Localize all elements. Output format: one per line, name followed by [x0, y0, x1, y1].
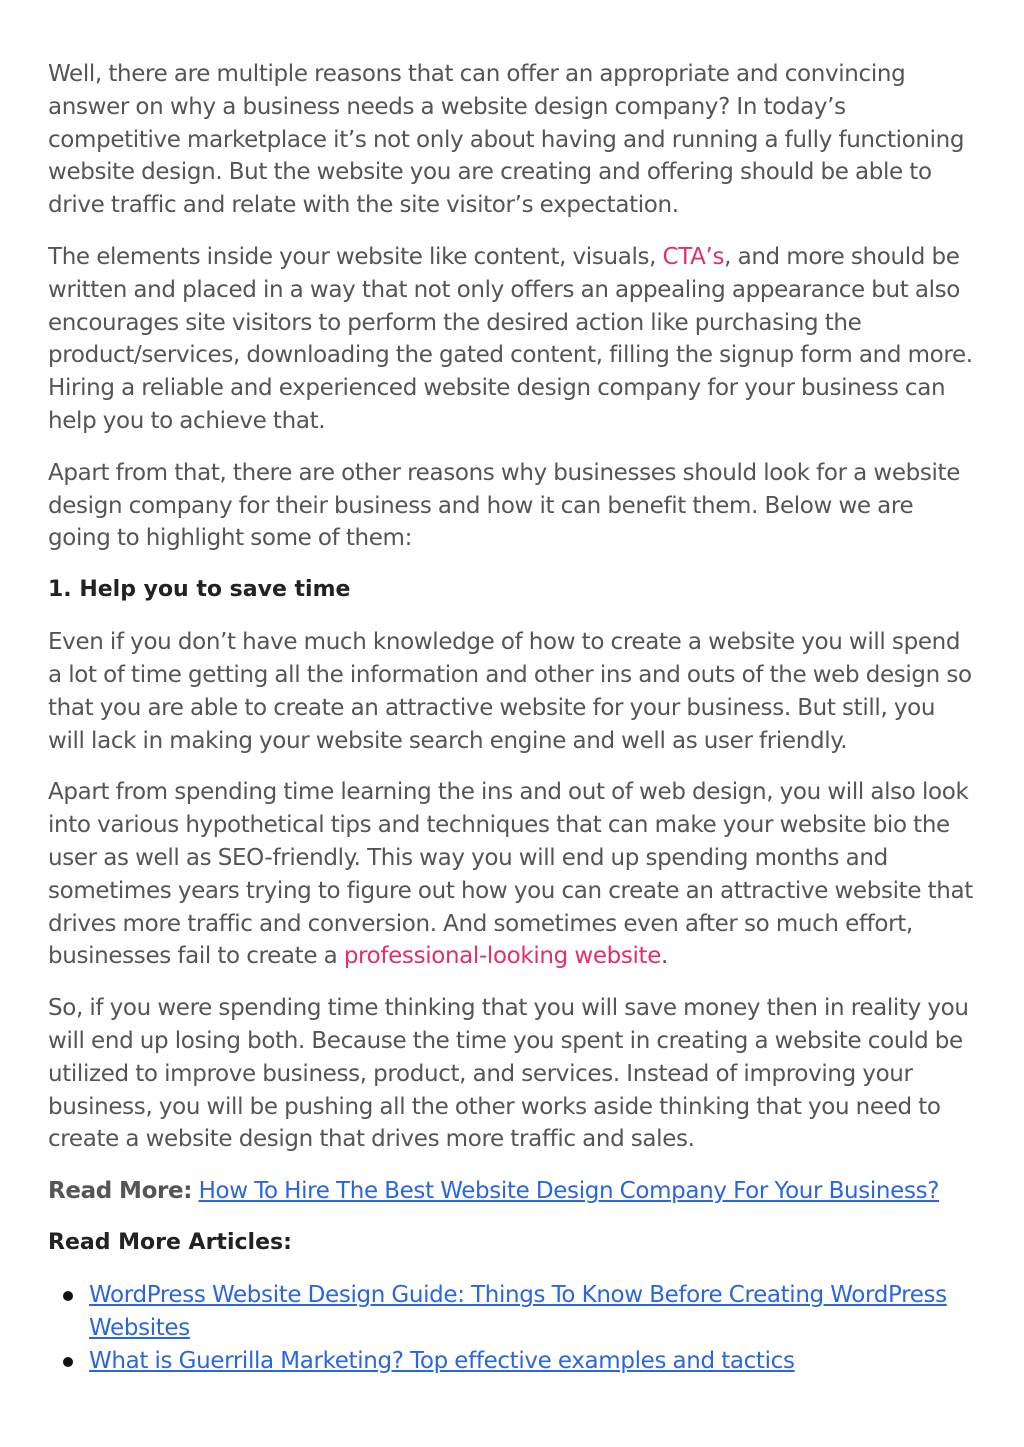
elements-text-end: , and more should be written and placed in a way that not only offers an appealing appearance but also encourages site visitors to perform the desired action like purchasing the product/services, downloading the gated content, filling the signup form and more. Hiring a reliable and experienced website design company for your business can help you to achieve that.	[48, 243, 973, 434]
elements-paragraph	[48, 241, 976, 438]
bullet-icon	[63, 1291, 73, 1301]
save-time-text-start: Apart from spending time learning the ins and out of web design, you will also look into various hypothetical tips and techniques that can make your website bio the user as well as SEO-friendly. This way you will end up spending months and sometimes years trying to figure out how you can create an attractive website that drives more traffic and conversion. And sometimes even after so much effort, businesses fail to create a	[48, 779, 973, 970]
read-more-articles-heading: Read More Articles:	[48, 1229, 292, 1255]
save-time-text-end: .	[661, 943, 668, 970]
professional-website-link[interactable]: professional-looking website	[343, 943, 662, 970]
save-time-paragraph-3: So, if you were spending time thinking that you will save money then in reality you will end up losing both. Because the time you spent in creating a website could be utilized to improve business, product, and services. Instead of improving your business, you will be pushing all the other works aside thinking that you need to create a website design that drives more traffic and sales.	[48, 995, 969, 1153]
intro-paragraph: Well, there are multiple reasons that can offer an appropriate and convincing answer on why a business needs a website design company? In today’s competitive marketplace it’s not only about having and running a fully functioning website design. But the website you are creating and offering should be able to drive traffic and relate with the site visitor’s expectation.	[48, 61, 965, 219]
read-more-label: Read More:	[48, 1178, 193, 1205]
elements-text-start: The elements inside your website like content, visuals,	[48, 243, 663, 270]
save-time-paragraph-2	[48, 776, 976, 973]
list-item	[89, 1345, 976, 1378]
bullet-icon	[63, 1357, 73, 1367]
ctas-link[interactable]: CTA’s	[662, 243, 725, 270]
articles-list	[48, 1279, 976, 1377]
read-more-link[interactable]: How To Hire The Best Website Design Company For Your Business?	[198, 1178, 940, 1205]
article-link-wordpress-guide[interactable]: WordPress Website Design Guide: Things To Know Before Creating WordPress Websites	[89, 1281, 947, 1341]
save-time-paragraph-1: Even if you don’t have much knowledge of how to create a website you will spend a lot of time getting all the information and other ins and outs of the web design so that you are able to create an attractive website for your business. But still, you will lack in making your website search engine and well as user friendly.	[48, 629, 972, 754]
article-link-guerrilla-marketing[interactable]: What is Guerrilla Marketing? Top effective examples and tactics	[89, 1347, 795, 1374]
list-item	[89, 1279, 976, 1345]
read-more-line	[48, 1175, 976, 1208]
reasons-intro-paragraph: Apart from that, there are other reasons why businesses should look for a website design company for their business and how it can benefit them. Below we are going to highlight some of them:	[48, 459, 961, 552]
section-heading-save-time: 1. Help you to save time	[48, 577, 351, 603]
